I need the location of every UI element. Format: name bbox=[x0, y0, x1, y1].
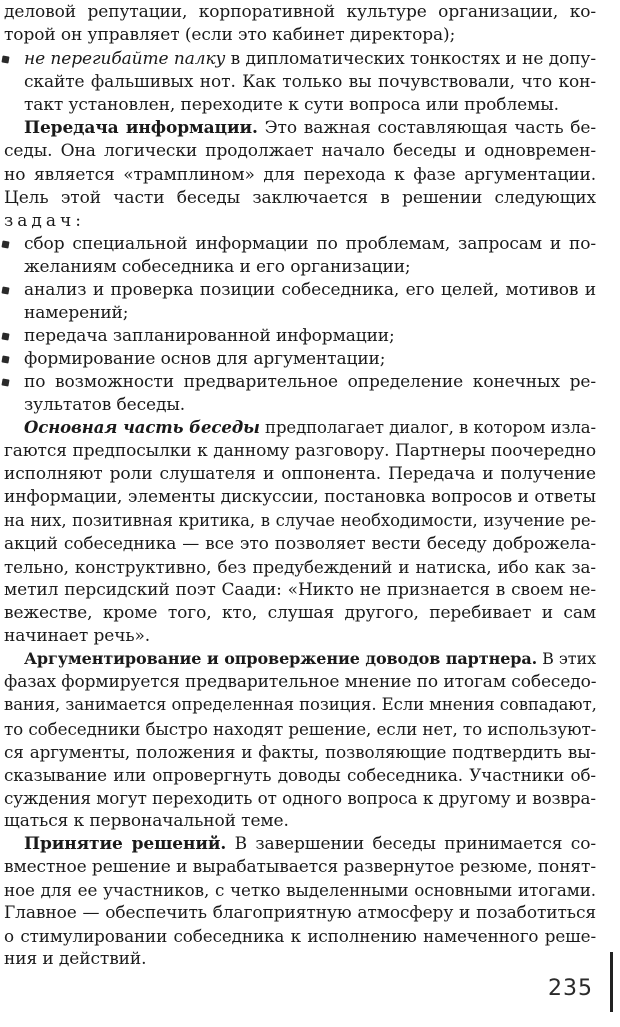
text-line: то собеседники быстро находят решение, если нет, то используют- bbox=[4, 719, 597, 739]
text-line: о стимулировании собеседника к исполнению намеченного реше- bbox=[4, 926, 596, 946]
list-item: не перегибайте палку в дипломатических тонкостях и не допу- bbox=[24, 49, 596, 69]
bullet-icon bbox=[1, 355, 9, 363]
text-line: ния и действий. bbox=[4, 949, 147, 969]
text-line: вежестве, кроме того, кто, слушая другого, перебивает и сам bbox=[4, 603, 596, 623]
bullet-icon bbox=[1, 378, 9, 386]
text-line: скайте фальшивых нот. Как только вы почувствовали, что кон- bbox=[24, 72, 596, 92]
page-number: 235 bbox=[548, 976, 593, 1001]
text-line: щаться к первоначальной теме. bbox=[4, 811, 289, 831]
text-line: вания, занимается определенная позиция. Если мнения совпадают, bbox=[4, 695, 597, 714]
text-line: деловой репутации, корпоративной культуре организации, ко- bbox=[4, 2, 596, 22]
text-line: Главное — обеспечить благоприятную атмосферу и позаботиться bbox=[4, 903, 596, 923]
text-line: намерений; bbox=[24, 303, 129, 323]
text-line: ся аргументы, положения и факты, позволяющие подтвердить вы- bbox=[4, 742, 596, 762]
bullet-icon bbox=[1, 240, 9, 248]
text-line: акций собеседника — все это позволяет вести беседу доброжела- bbox=[4, 534, 596, 554]
text-line: фазах формируется предварительное мнение по итогам собеседо- bbox=[4, 672, 597, 692]
bullet-icon bbox=[1, 332, 9, 340]
text-line: суждения могут переходить от одного вопроса к другому и возвра- bbox=[4, 788, 596, 808]
text-line: торой он управляет (если это кабинет директора); bbox=[4, 25, 456, 45]
text-line: такт установлен, переходите к сути вопроса или проблемы. bbox=[24, 95, 559, 115]
text-line: но является «трамплином» для перехода к фазе аргументации. bbox=[4, 165, 596, 185]
section-heading-line: Аргументирование и опровержение доводов партнера. В этих bbox=[24, 649, 597, 668]
list-item: по возможности предварительное определение конечных ре- bbox=[24, 372, 596, 392]
list-item: формирование основ для аргументации; bbox=[24, 349, 386, 369]
list-item: сбор специальной информации по проблемам, запросам и по- bbox=[24, 234, 596, 254]
text-line: гаются предпосылки к данному разговору. Партнеры поочередно bbox=[4, 441, 596, 461]
text-line: на них, позитивная критика, в случае необходимости, изучение ре- bbox=[4, 511, 596, 530]
text-line: ное для ее участников, с четко выделенными основными итогами. bbox=[4, 880, 596, 900]
text-line: зультатов беседы. bbox=[24, 395, 186, 415]
bullet-icon bbox=[1, 286, 9, 294]
section-heading-line: Передача информации. Это важная составляющая часть бе- bbox=[24, 118, 596, 138]
text-line: сказывание или опровергнуть доводы собеседника. Участники об- bbox=[4, 765, 596, 785]
bullet-icon bbox=[1, 55, 9, 63]
text-line: Цель этой части беседы заключается в решении следующих bbox=[4, 188, 596, 208]
text-line: метил персидский поэт Саади: «Никто не признается в своем не- bbox=[4, 580, 596, 600]
text-line: тельно, конструктивно, без предубеждений и натиска, ибо как за- bbox=[4, 557, 596, 577]
list-item: анализ и проверка позиции собеседника, его целей, мотивов и bbox=[24, 280, 596, 300]
section-heading-line: Основная часть беседы предполагает диалог, в котором изла- bbox=[24, 418, 596, 437]
text-line: информации, элементы дискуссии, постановка вопросов и ответы bbox=[4, 487, 596, 507]
text-line: задач: bbox=[4, 211, 85, 231]
text-line: вместное решение и вырабатывается развернутое резюме, понят- bbox=[4, 857, 596, 877]
list-item: передача запланированной информации; bbox=[24, 326, 395, 346]
section-heading-line: Принятие решений. В завершении беседы принимается со- bbox=[24, 834, 596, 854]
page-edge-mark bbox=[610, 952, 613, 1012]
text-line: исполняют роли слушателя и оппонента. Передача и получение bbox=[4, 464, 596, 484]
text-line: седы. Она логически продолжает начало беседы и одновремен- bbox=[4, 141, 596, 161]
text-line: начинает речь». bbox=[4, 626, 151, 646]
text-line: желаниям собеседника и его организации; bbox=[24, 257, 411, 277]
